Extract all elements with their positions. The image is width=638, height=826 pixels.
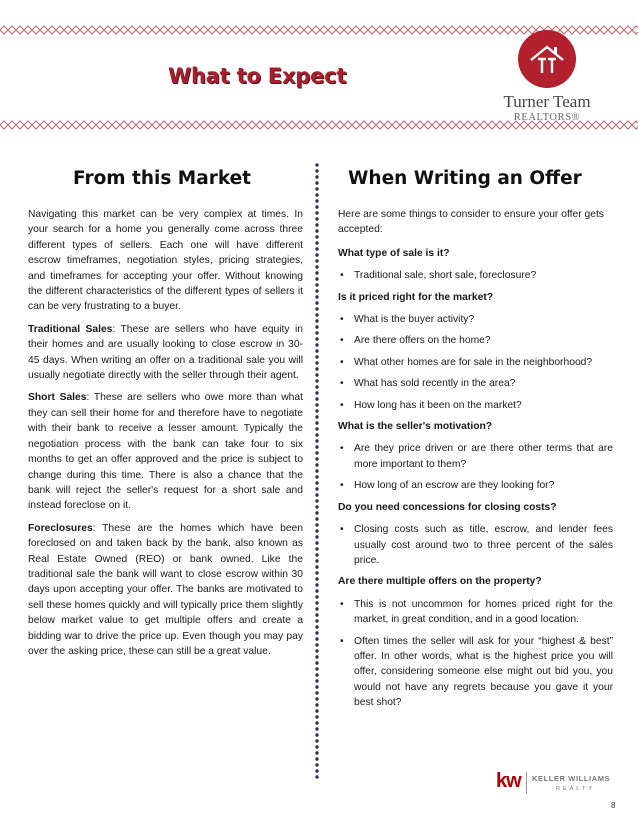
section-traditional-sales [28, 322, 303, 384]
section-text: : These are sellers who have equity in their homes and are usually looking to close escrow in 30-45 days. When writing an offer on a traditional sale you will usually negotiate directly with the seller through their agent. [28, 323, 303, 382]
bullet-item: • This is not uncommon for homes priced right for the market, in great condition, and in a good location. [338, 597, 613, 628]
section-text: : These are the homes which have been foreclosed on and taken back by the bank, also known as Real Estate Owned (REO) or bank owned. Like the traditional sale the bank will want to close escrow within 30 days upon accepting your offer. The banks are motivated to sell these homes quickly and will typically price them slightly below market value to get multiple offers and create a bidding war to drive the price up. Even though you may pay over the asking price, these can still be a great value. [28, 522, 303, 657]
keller-williams-subtitle: REALTY [556, 786, 595, 792]
bullet-item: • What other homes are for sale in the neighborhood? [338, 355, 613, 370]
page-number: 8 [611, 801, 616, 810]
bullet-item: • How long has it been on the market? [338, 398, 613, 413]
right-column-heading: When Writing an Offer [348, 168, 582, 189]
section-foreclosures [28, 521, 303, 660]
section-text: : These are sellers who owe more than what they can sell their home for and therefore have to negotiate with their bank to receive a lesser amount. Typically the negotiation process with the bank can take four to six months to get an offer approved and the price is subject to change during this time. There is also a chance that the bank will reject the seller's request for a short sale and instead foreclose on it. [28, 392, 303, 512]
left-intro: Navigating this market can be very complex at times. In your search for a home you generally come across three different types of sellers. Each one will have different escrow timeframes, negotiation styles, pricing strategies, and timeframes for accepting your offer. Without knowing the different characteristics of the different types of sellers it can be very frustrating to a buyer. [28, 209, 303, 313]
bullet-item: • Traditional sale, short sale, foreclosure? [338, 268, 613, 283]
bullet-item: • What has sold recently in the area? [338, 376, 613, 391]
bullet-list [338, 522, 613, 568]
logo-name: Turner Team [503, 92, 591, 111]
question-multiple-offers: Are there multiple offers on the property? [338, 576, 542, 588]
bullet-item: • Are there offers on the home? [338, 333, 613, 348]
section-term: Traditional Sales [28, 323, 113, 335]
section-term: Short Sales [28, 392, 87, 404]
bullet-item: • Closing costs such as title, escrow, and lender fees usually cost around two to three percent of the sales price. [338, 522, 613, 568]
bullet-item: • How long of an escrow are they looking for? [338, 478, 613, 493]
column-divider [315, 163, 319, 780]
page-title: What to Expect [168, 64, 347, 88]
question-seller-motivation: What is the seller's motivation? [338, 421, 493, 433]
keller-williams-kw-logo: kw [496, 770, 521, 792]
bullet-list [338, 597, 613, 711]
question-sale-type: What type of sale is it? [338, 247, 450, 259]
bullet-list [338, 441, 613, 493]
section-term: Foreclosures [28, 522, 93, 534]
bullet-item: • Are they price driven or are there other terms that are more important to them? [338, 441, 613, 472]
bullet-item: • Often times the seller will ask for your “highest & best” offer. In other words, what is the highest price you will offer, considering someone else might out bid you, you would not have any regrets because you gave it your best shot? [338, 634, 613, 711]
bullet-list [338, 312, 613, 413]
bullet-item: • What is the buyer activity? [338, 312, 613, 327]
right-column [338, 207, 613, 717]
logo-divider [526, 772, 527, 794]
house-icon [518, 30, 576, 88]
section-short-sales [28, 390, 303, 513]
logo-subtitle: REALTORS® [513, 112, 581, 123]
keller-williams-wordmark: KELLER WILLIAMS [532, 774, 611, 783]
right-intro: Here are some things to consider to ensure your offer gets accepted: [338, 209, 604, 236]
turner-team-logo [518, 30, 576, 88]
left-column-heading: From this Market [73, 168, 252, 189]
question-closing-costs: Do you need concessions for closing costs? [338, 501, 557, 513]
left-column [28, 207, 303, 666]
question-priced-right: Is it priced right for the market? [338, 291, 494, 303]
bullet-list [338, 268, 613, 283]
